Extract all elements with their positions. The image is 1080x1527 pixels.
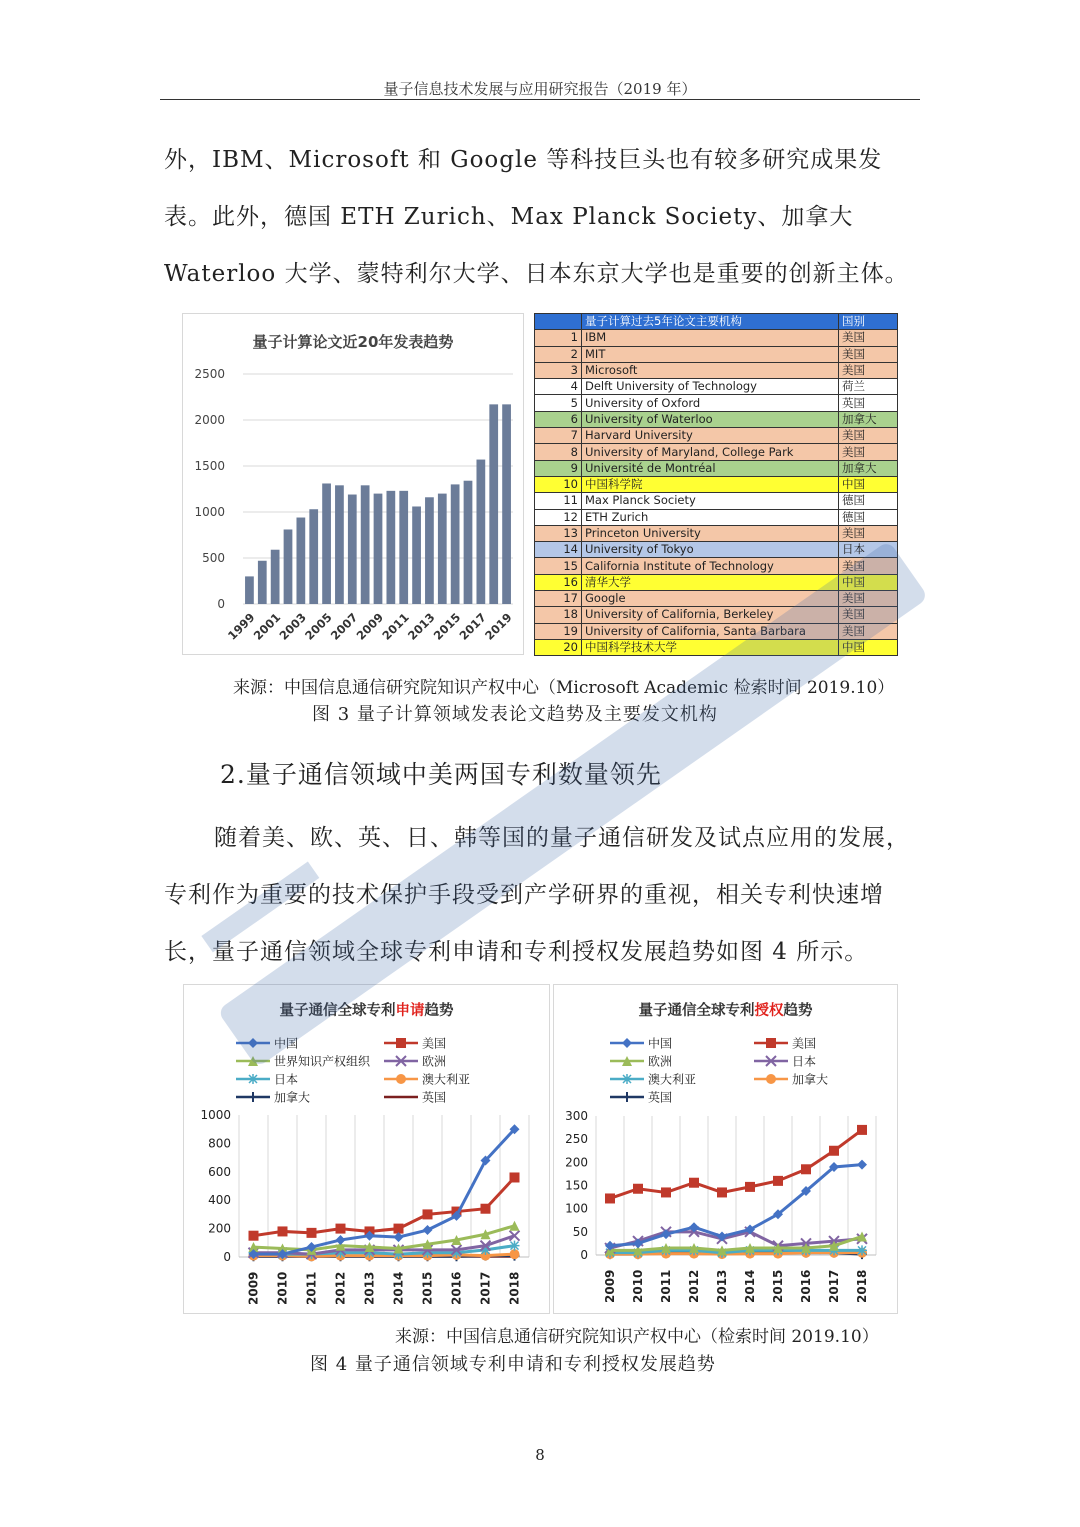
legend-label: 日本 bbox=[274, 1072, 299, 1087]
table-row bbox=[535, 591, 898, 607]
x-tick-label: 1999 bbox=[225, 610, 258, 643]
chart-title-part: 趋势 bbox=[783, 1003, 813, 1019]
x-tick-label: 2005 bbox=[302, 610, 335, 643]
x-tick-label: 2011 bbox=[379, 610, 412, 643]
row-index: 8 bbox=[535, 444, 582, 460]
x-tick-label: 2001 bbox=[250, 610, 284, 643]
table-row bbox=[535, 346, 898, 362]
table-row bbox=[535, 428, 898, 444]
y-tick-label: 0 bbox=[217, 597, 225, 611]
row-index: 2 bbox=[535, 346, 582, 362]
chart-title-part: 量子通信全球专利 bbox=[279, 1003, 396, 1019]
bar bbox=[502, 404, 511, 604]
x-tick-label: 2018 bbox=[855, 1269, 869, 1303]
bar bbox=[374, 494, 383, 604]
patent-grant-chart bbox=[554, 985, 897, 1313]
y-tick-label: 1000 bbox=[200, 1108, 231, 1122]
figure3-source: 来源：中国信息通信研究院知识产权中心（Microsoft Academic 检索时间 2019.10） bbox=[233, 678, 895, 698]
data-point bbox=[510, 1241, 520, 1251]
data-point bbox=[510, 1249, 520, 1259]
row-index: 10 bbox=[535, 476, 582, 492]
legend-label: 加拿大 bbox=[792, 1072, 829, 1087]
institution-name: University of Waterloo bbox=[582, 411, 839, 427]
data-point bbox=[717, 1187, 727, 1197]
institution-country: 德国 bbox=[839, 493, 898, 509]
institution-name: Université de Montréal bbox=[582, 460, 839, 476]
table-header-row bbox=[535, 314, 898, 330]
institution-name: ETH Zurich bbox=[582, 509, 839, 525]
legend-label: 英国 bbox=[648, 1090, 673, 1105]
x-tick-label: 2014 bbox=[391, 1271, 406, 1305]
x-tick-label: 2011 bbox=[304, 1271, 319, 1305]
institution-country: 加拿大 bbox=[839, 460, 898, 476]
table-header-index bbox=[535, 314, 582, 330]
table-row bbox=[535, 639, 898, 655]
x-tick-label: 2009 bbox=[353, 610, 387, 643]
y-tick-label: 400 bbox=[208, 1193, 231, 1208]
institution-country: 美国 bbox=[839, 444, 898, 460]
figure4-source: 来源：中国信息通信研究院知识产权中心（检索时间 2019.10） bbox=[395, 1327, 879, 1347]
institution-country: 美国 bbox=[839, 346, 898, 362]
data-point bbox=[249, 1231, 259, 1241]
table-row bbox=[535, 558, 898, 574]
row-index: 3 bbox=[535, 362, 582, 378]
data-point bbox=[689, 1178, 699, 1188]
table-row bbox=[535, 362, 898, 378]
row-index: 5 bbox=[535, 395, 582, 411]
legend-label: 澳大利亚 bbox=[422, 1072, 471, 1087]
table-row bbox=[535, 379, 898, 395]
bar bbox=[258, 561, 267, 604]
institution-name: University of California, Berkeley bbox=[582, 607, 839, 623]
data-point bbox=[248, 1074, 258, 1084]
institution-country: 美国 bbox=[839, 525, 898, 541]
data-point bbox=[661, 1187, 671, 1197]
legend-label: 加拿大 bbox=[274, 1090, 311, 1105]
table-header-name: 量子计算过去5年论文主要机构 bbox=[582, 314, 839, 330]
row-index: 20 bbox=[535, 639, 582, 655]
table-row bbox=[535, 542, 898, 558]
paragraph-2 bbox=[164, 810, 924, 981]
legend-label: 美国 bbox=[422, 1036, 447, 1051]
legend-label: 欧洲 bbox=[422, 1054, 447, 1069]
institution-name: IBM bbox=[582, 330, 839, 346]
row-index: 7 bbox=[535, 428, 582, 444]
x-tick-label: 2019 bbox=[482, 610, 515, 643]
row-index: 12 bbox=[535, 509, 582, 525]
x-tick-label: 2013 bbox=[405, 610, 438, 643]
data-point bbox=[423, 1209, 433, 1219]
data-point bbox=[857, 1160, 867, 1170]
y-tick-label: 250 bbox=[565, 1132, 588, 1147]
data-point bbox=[278, 1226, 288, 1236]
y-tick-label: 1000 bbox=[194, 505, 225, 519]
bar bbox=[335, 485, 344, 604]
table-row bbox=[535, 411, 898, 427]
legend-label: 日本 bbox=[792, 1054, 817, 1069]
data-point bbox=[336, 1224, 346, 1234]
x-tick-label: 2013 bbox=[715, 1269, 729, 1303]
data-point bbox=[605, 1193, 615, 1203]
y-tick-label: 300 bbox=[565, 1109, 588, 1123]
institution-country: 美国 bbox=[839, 362, 898, 378]
table-header-country: 国别 bbox=[839, 314, 898, 330]
bar bbox=[245, 576, 254, 604]
header-divider bbox=[160, 99, 920, 100]
institution-name: California Institute of Technology bbox=[582, 558, 839, 574]
x-tick-label: 2014 bbox=[743, 1269, 757, 1303]
table-row bbox=[535, 509, 898, 525]
x-tick-label: 2003 bbox=[276, 610, 309, 643]
legend-label: 澳大利亚 bbox=[648, 1072, 697, 1087]
x-tick-label: 2009 bbox=[246, 1271, 261, 1305]
institution-name: Max Planck Society bbox=[582, 493, 839, 509]
row-index: 16 bbox=[535, 574, 582, 590]
institution-name: MIT bbox=[582, 346, 839, 362]
x-tick-label: 2017 bbox=[478, 1271, 493, 1305]
bar bbox=[284, 529, 293, 604]
paragraph-2-text: 随着美、欧、英、日、韩等国的量子通信研发及试点应用的发展，专利作为重要的技术保护手段受到产学研界的重视，相关专利快速增长，量子通信领域全球专利申请和专利授权发展趋势如图 4 所示。 bbox=[164, 825, 910, 965]
row-index: 11 bbox=[535, 493, 582, 509]
x-tick-label: 2017 bbox=[827, 1269, 841, 1303]
page-number: 8 bbox=[535, 1446, 545, 1464]
bar bbox=[386, 491, 395, 604]
institution-name: Delft University of Technology bbox=[582, 379, 839, 395]
x-tick-label: 2013 bbox=[362, 1271, 377, 1305]
x-tick-label: 2017 bbox=[456, 610, 489, 643]
grant-chart-frame bbox=[553, 984, 898, 1314]
patent-application-chart bbox=[184, 985, 549, 1313]
chart-title-highlight: 申请 bbox=[395, 1003, 425, 1019]
legend-label: 中国 bbox=[648, 1036, 673, 1051]
y-tick-label: 2500 bbox=[194, 367, 225, 381]
institution-country: 加拿大 bbox=[839, 411, 898, 427]
header-title: 量子信息技术发展与应用研究报告（2019 年） bbox=[383, 80, 697, 98]
data-point bbox=[857, 1245, 867, 1255]
data-point bbox=[481, 1204, 491, 1214]
institution-name: Microsoft bbox=[582, 362, 839, 378]
bar bbox=[271, 550, 280, 604]
legend-label: 美国 bbox=[792, 1036, 817, 1051]
bar bbox=[412, 506, 421, 604]
data-point bbox=[394, 1224, 404, 1234]
row-index: 6 bbox=[535, 411, 582, 427]
institution-country: 中国 bbox=[839, 476, 898, 492]
y-tick-label: 0 bbox=[580, 1248, 588, 1262]
y-tick-label: 100 bbox=[565, 1201, 588, 1216]
institution-country: 美国 bbox=[839, 330, 898, 346]
institution-name: Google bbox=[582, 591, 839, 607]
data-point bbox=[622, 1092, 632, 1102]
row-index: 13 bbox=[535, 525, 582, 541]
bar bbox=[425, 497, 434, 604]
y-tick-label: 200 bbox=[208, 1221, 231, 1236]
bar bbox=[361, 485, 370, 604]
institution-country: 美国 bbox=[839, 623, 898, 639]
legend-label: 欧洲 bbox=[648, 1054, 673, 1069]
y-tick-label: 50 bbox=[572, 1224, 588, 1239]
institution-name: University of Oxford bbox=[582, 395, 839, 411]
legend-label: 中国 bbox=[274, 1036, 299, 1051]
bar bbox=[296, 518, 305, 604]
table-row bbox=[535, 444, 898, 460]
bar bbox=[489, 404, 498, 604]
data-point bbox=[773, 1176, 783, 1186]
institution-country: 美国 bbox=[839, 558, 898, 574]
table-row bbox=[535, 525, 898, 541]
table-row bbox=[535, 330, 898, 346]
institution-country: 日本 bbox=[839, 542, 898, 558]
data-point bbox=[622, 1038, 632, 1048]
institution-country: 德国 bbox=[839, 509, 898, 525]
data-point bbox=[307, 1228, 317, 1238]
institution-country: 美国 bbox=[839, 428, 898, 444]
bar bbox=[309, 509, 318, 604]
data-point bbox=[394, 1232, 404, 1242]
bar bbox=[322, 483, 331, 604]
row-index: 15 bbox=[535, 558, 582, 574]
bar bbox=[399, 491, 408, 604]
table-row bbox=[535, 574, 898, 590]
chart-title-part: 趋势 bbox=[424, 1003, 454, 1019]
x-tick-label: 2010 bbox=[631, 1269, 645, 1303]
institution-country: 中国 bbox=[839, 639, 898, 655]
application-chart-frame bbox=[183, 984, 550, 1314]
y-tick-label: 600 bbox=[208, 1164, 231, 1179]
x-tick-label: 2018 bbox=[507, 1271, 522, 1305]
institution-country: 英国 bbox=[839, 395, 898, 411]
institution-name: 中国科学院 bbox=[582, 476, 839, 492]
y-tick-label: 150 bbox=[565, 1178, 588, 1193]
data-point bbox=[396, 1074, 406, 1084]
x-tick-label: 2007 bbox=[327, 610, 361, 643]
table-row bbox=[535, 607, 898, 623]
institution-name: University of Tokyo bbox=[582, 542, 839, 558]
row-index: 4 bbox=[535, 379, 582, 395]
institution-name: 中国科学技术大学 bbox=[582, 639, 839, 655]
y-tick-label: 500 bbox=[202, 551, 225, 565]
section-heading: 2.量子通信领域中美两国专利数量领先 bbox=[220, 760, 662, 789]
data-point bbox=[745, 1182, 755, 1192]
table-row bbox=[535, 493, 898, 509]
table-row bbox=[535, 623, 898, 639]
legend-label: 英国 bbox=[422, 1090, 447, 1105]
data-point bbox=[633, 1184, 643, 1194]
institution-country: 美国 bbox=[839, 591, 898, 607]
institution-name: University of Maryland, College Park bbox=[582, 444, 839, 460]
y-tick-label: 800 bbox=[208, 1136, 231, 1151]
data-point bbox=[766, 1038, 776, 1048]
x-tick-label: 2015 bbox=[430, 610, 464, 643]
bar bbox=[438, 494, 447, 604]
table-row bbox=[535, 460, 898, 476]
institution-name: Harvard University bbox=[582, 428, 839, 444]
row-index: 19 bbox=[535, 623, 582, 639]
legend-label: 世界知识产权组织 bbox=[274, 1054, 371, 1069]
x-tick-label: 2016 bbox=[799, 1269, 813, 1303]
x-tick-label: 2010 bbox=[275, 1271, 290, 1305]
data-point bbox=[717, 1231, 727, 1241]
institution-name: Princeton University bbox=[582, 525, 839, 541]
institution-name: University of California, Santa Barbara bbox=[582, 623, 839, 639]
data-point bbox=[766, 1074, 776, 1084]
data-point bbox=[829, 1146, 839, 1156]
x-tick-label: 2012 bbox=[687, 1269, 701, 1303]
figure3-caption: 图 3 量子计算领域发表论文趋势及主要发文机构 bbox=[312, 704, 718, 725]
institution-country: 荷兰 bbox=[839, 379, 898, 395]
data-point bbox=[801, 1164, 811, 1174]
row-index: 17 bbox=[535, 591, 582, 607]
x-tick-label: 2011 bbox=[659, 1269, 673, 1303]
chart-title-highlight: 授权 bbox=[754, 1003, 784, 1019]
bar bbox=[464, 481, 473, 604]
y-tick-label: 200 bbox=[565, 1155, 588, 1170]
bar-chart-frame bbox=[182, 313, 524, 655]
x-tick-label: 2012 bbox=[333, 1271, 348, 1305]
chart-title bbox=[639, 1001, 813, 1019]
institution-name: 清华大学 bbox=[582, 574, 839, 590]
bar bbox=[476, 460, 485, 604]
row-index: 14 bbox=[535, 542, 582, 558]
institution-country: 中国 bbox=[839, 574, 898, 590]
bar bbox=[451, 484, 460, 604]
x-tick-label: 2015 bbox=[771, 1269, 785, 1303]
row-index: 1 bbox=[535, 330, 582, 346]
x-tick-label: 2016 bbox=[449, 1271, 464, 1305]
table-row bbox=[535, 476, 898, 492]
data-point bbox=[248, 1038, 258, 1048]
figure4-caption: 图 4 量子通信领域专利申请和专利授权发展趋势 bbox=[310, 1354, 716, 1375]
table-row bbox=[535, 395, 898, 411]
chart-title: 量子计算论文近20年发表趋势 bbox=[252, 333, 454, 351]
x-tick-label: 2009 bbox=[603, 1269, 617, 1303]
institution-country: 美国 bbox=[839, 607, 898, 623]
y-tick-label: 1500 bbox=[194, 459, 225, 473]
y-tick-label: 2000 bbox=[194, 413, 225, 427]
chart-title-part: 量子通信全球专利 bbox=[638, 1003, 755, 1019]
data-point bbox=[396, 1038, 406, 1048]
chart-title bbox=[280, 1001, 454, 1019]
data-point bbox=[336, 1235, 346, 1245]
data-point bbox=[510, 1172, 520, 1182]
data-point bbox=[857, 1125, 867, 1135]
paragraph-1: 外，IBM、Microsoft 和 Google 等科技巨头也有较多研究成果发表。此外，德国 ETH Zurich、Max Planck Society、加拿大 Waterloo 大学、蒙特利尔大学、日本东京大学也是重要的创新主体。 bbox=[164, 147, 909, 287]
data-point bbox=[622, 1074, 632, 1084]
data-point bbox=[248, 1092, 258, 1102]
data-point bbox=[423, 1225, 433, 1235]
row-index: 9 bbox=[535, 460, 582, 476]
x-tick-label: 2015 bbox=[420, 1271, 435, 1305]
row-index: 18 bbox=[535, 607, 582, 623]
bar-chart bbox=[183, 314, 523, 654]
y-tick-label: 0 bbox=[223, 1250, 231, 1264]
institution-table bbox=[534, 313, 898, 656]
bar bbox=[348, 495, 357, 604]
